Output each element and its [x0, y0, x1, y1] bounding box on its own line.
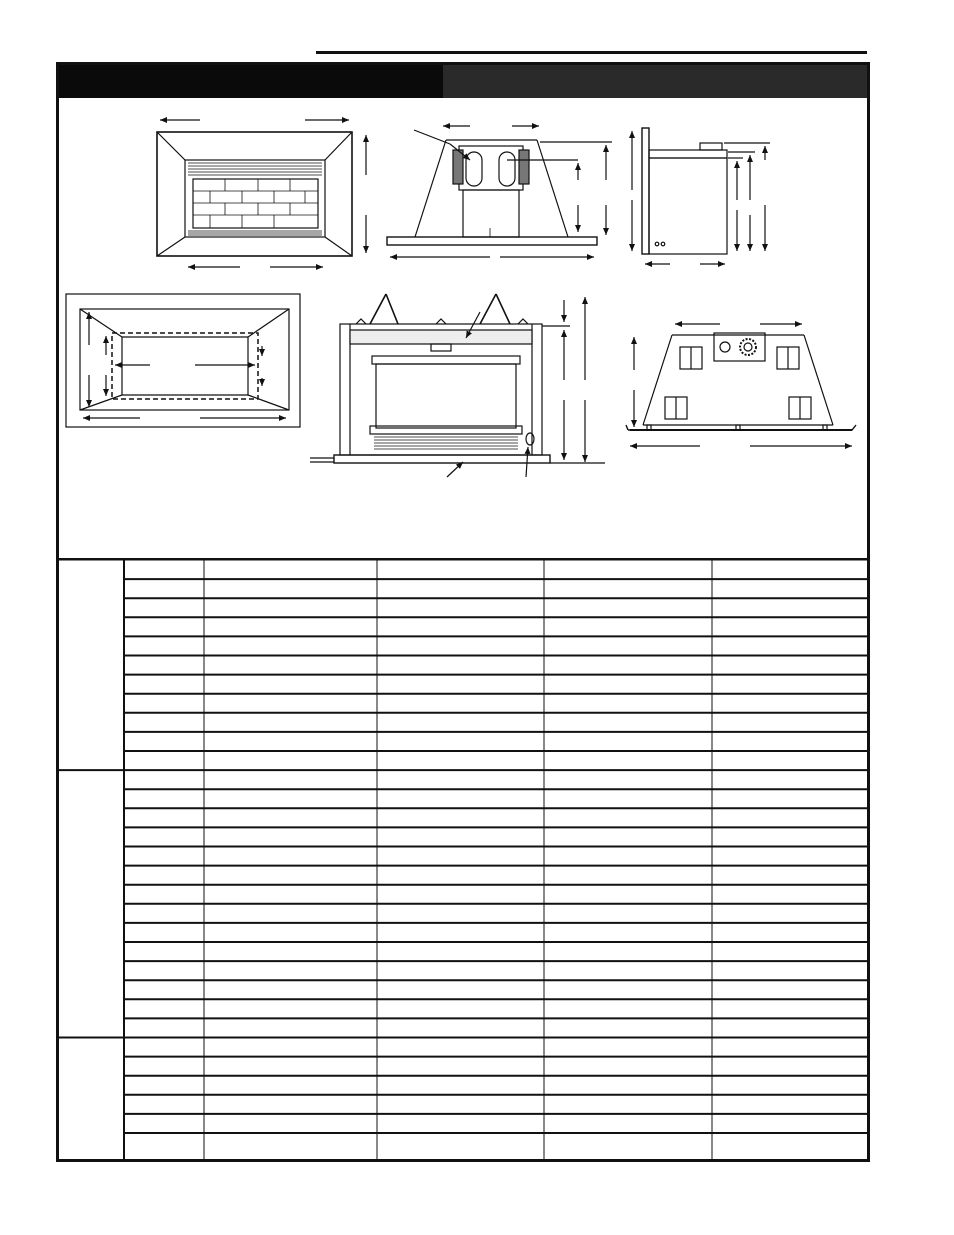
rear-view	[626, 324, 856, 446]
header-rule	[316, 51, 867, 54]
firebox-opening-view	[66, 294, 300, 427]
top-view	[387, 126, 612, 257]
specification-frame	[56, 62, 870, 1162]
front-view	[157, 120, 366, 267]
specification-table	[59, 558, 867, 1159]
front-cutaway-view	[310, 294, 605, 477]
dimension-diagrams	[56, 62, 870, 562]
side-view	[632, 128, 770, 264]
